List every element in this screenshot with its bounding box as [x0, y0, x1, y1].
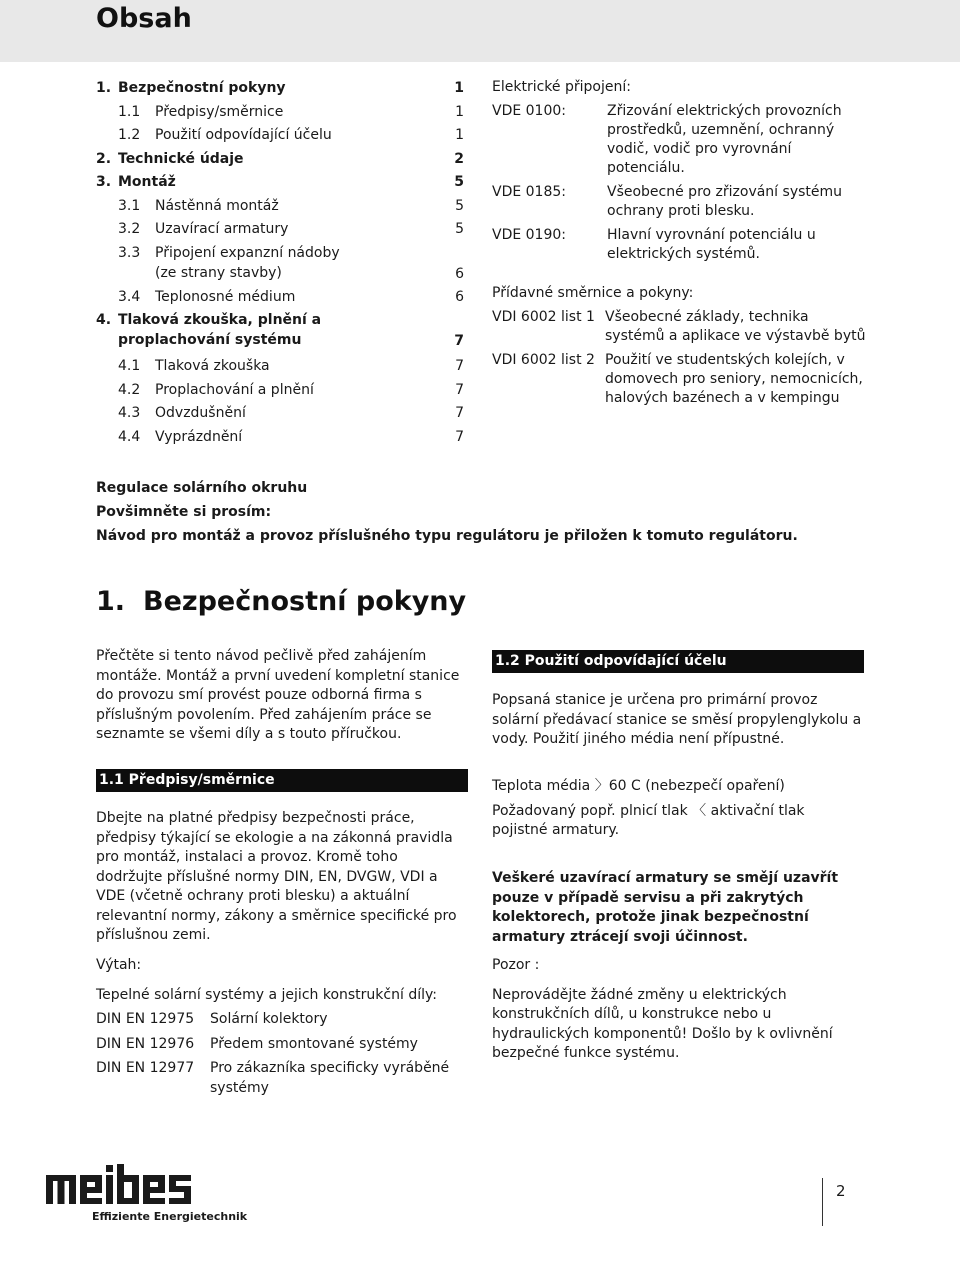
caution-heading: Pozor : — [492, 957, 540, 973]
toc-page-number: 7 — [455, 358, 464, 374]
standard-description: Předem smontované systémy — [210, 1035, 418, 1052]
toc-label: Odvzdušnění — [155, 405, 246, 421]
temperature-line: Teplota média 〉60 C (nebezpečí opaření) — [492, 778, 785, 794]
toc-page-number: 7 — [455, 381, 464, 398]
toc-label: Uzavírací armatury — [155, 221, 289, 237]
section-1-2-text: Popsaná stanice je určena pro primární provoz solární předávací stanice se směsí propylenglykolu a vody. Použití jiného média není přípustné. — [492, 692, 862, 747]
toc-number: 2. — [96, 150, 112, 167]
electrical-value: Hlavní vyrovnání potenciálu u elektrických systémů. — [607, 227, 816, 262]
toc-page-number: 6 — [455, 288, 464, 305]
electrical-key: VDE 0185: — [492, 184, 566, 200]
standard-row — [96, 1035, 468, 1055]
toc-number: 3.3 — [118, 244, 141, 261]
toc-number: 4.2 — [118, 381, 141, 398]
toc-page-number: 7 — [454, 333, 464, 349]
additional-item — [492, 351, 872, 408]
electrical-item — [492, 183, 872, 221]
toc-label: Připojení expanzní nádoby (ze strany stavby) — [155, 244, 340, 281]
toc-label: Teplonosné médium — [155, 288, 296, 305]
regulation-note — [96, 476, 798, 548]
toc-number: 1.1 — [118, 103, 141, 120]
electrical-item — [492, 102, 872, 178]
electrical-heading: Elektrické připojení: — [492, 79, 631, 95]
regulation-text: Návod pro montáž a provoz příslušného typu regulátoru je přiložen k tomuto regulátoru. — [96, 528, 798, 544]
toc-number: 3.2 — [118, 221, 141, 237]
toc-page-number: 7 — [455, 405, 464, 421]
toc-label: Proplachování a plnění — [155, 381, 314, 398]
toc-number: 4.1 — [118, 358, 141, 374]
toc-entry — [96, 356, 464, 380]
additional-heading: Přídavné směrnice a pokyny: — [492, 285, 694, 301]
regulation-title: Regulace solárního okruhu — [96, 480, 308, 496]
toc-page-number: 7 — [455, 428, 464, 445]
electrical-key: VDE 0190: — [492, 227, 566, 243]
toc-number: 3.1 — [118, 197, 141, 214]
pressure-line: Požadovaný popř. plnicí tlak 〈 aktivační tlak pojistné armatury. — [492, 802, 805, 838]
toc-page-number: 2 — [454, 150, 464, 167]
meibes-wordmark-icon — [46, 1164, 191, 1204]
toc-page-number: 1 — [455, 127, 464, 143]
toc-entry — [96, 125, 464, 149]
toc-number: 1.2 — [118, 127, 141, 143]
toc-number: 1. — [96, 80, 112, 96]
toc-label: Tlaková zkouška, plnění a proplachování systému — [118, 312, 322, 348]
toc-label: Použití odpovídající účelu — [155, 127, 332, 143]
electrical-item — [492, 226, 872, 264]
toc-entry — [96, 102, 464, 126]
standard-code: DIN EN 12975 — [96, 1011, 195, 1027]
toc-label: Nástěnná montáž — [155, 197, 279, 214]
intro-paragraph: Přečtěte si tento návod pečlivě před zahájením montáže. Montáž a první uvedení kompletní stanice do provozu smí provést pouze odborná firma s příslušným povolením. Před zahájením práce se seznamte se všemi díly a s touto příručkou. — [96, 648, 460, 742]
page-title: Obsah — [96, 3, 192, 34]
toc-entry — [96, 149, 464, 173]
standard-row — [96, 1010, 468, 1030]
additional-item — [492, 308, 872, 346]
toc-label: Vyprázdnění — [155, 428, 243, 445]
standard-description: Solární kolektory — [210, 1011, 328, 1027]
footer-divider — [822, 1178, 823, 1226]
additional-value: Všeobecné základy, technika systémů a aplikace ve výstavbě bytů — [605, 309, 866, 344]
toc-entry — [96, 78, 464, 102]
additional-key: VDI 6002 list 2 — [492, 352, 595, 368]
toc-entry — [96, 380, 464, 404]
temperature-note — [492, 777, 864, 841]
toc-entry — [96, 172, 464, 196]
toc-number: 4.4 — [118, 428, 141, 445]
caution-block — [492, 956, 864, 1064]
electrical-value: Zřizování elektrických provozních prostředků, uzemnění, ochranný vodič, vodič pro vyrovnání potenciálu. — [607, 103, 842, 176]
electrical-key: VDE 0100: — [492, 103, 566, 119]
standard-row — [96, 1059, 468, 1098]
toc-page-number: 5 — [455, 221, 464, 237]
toc-page-number: 1 — [455, 103, 464, 120]
extract-intro: Tepelné solární systémy a jejich konstrukční díly: — [96, 986, 437, 1003]
electrical-value: Všeobecné pro zřizování systému ochrany proti blesku. — [607, 184, 843, 219]
toc-page-number: 5 — [455, 197, 464, 214]
regulation-notice: Povšimněte si prosím: — [96, 504, 272, 520]
toc-number: 4.3 — [118, 405, 141, 421]
toc-entry — [96, 196, 464, 220]
section-heading — [96, 584, 466, 620]
toc-number: 3. — [96, 174, 112, 190]
toc-entry — [96, 427, 464, 451]
brand-tagline: Effiziente Energietechnik — [92, 1210, 248, 1223]
toc-page-number: 5 — [454, 174, 464, 190]
caution-text: Neprovádějte žádné změny u elektrických konstrukčních dílů, u konstrukce nebo u hydraulických komponentů! Došlo by k ovlivnění bezpečné funkce systému. — [492, 986, 833, 1061]
toc-label: Předpisy/směrnice — [155, 103, 284, 120]
meibes-logo — [46, 1162, 248, 1230]
table-of-contents — [96, 78, 464, 450]
toc-number: 4. — [96, 312, 112, 328]
toc-entry — [96, 403, 464, 427]
additional-key: VDI 6002 list 1 — [492, 309, 595, 325]
toc-number: 3.4 — [118, 288, 141, 305]
toc-entry — [96, 219, 464, 243]
section-number: 1. — [96, 586, 126, 617]
toc-entry — [96, 287, 464, 311]
section-title: Bezpečnostní pokyny — [143, 586, 467, 617]
standard-description: Pro zákazníka specificky vyráběné systémy — [210, 1060, 450, 1096]
toc-label: Bezpečnostní pokyny — [118, 80, 286, 96]
extract-block — [96, 956, 468, 1098]
section-bar-1-1: 1.1 Předpisy/směrnice — [96, 769, 468, 792]
standard-code: DIN EN 12976 — [96, 1035, 195, 1052]
warning-text: Veškeré uzavírací armatury se smějí uzavřít pouze v případě servisu a při zakrytých kolektorech, protože jinak bezpečnostní armatury ztrácejí svoji účinnost. — [492, 870, 839, 945]
electrical-connection-block — [492, 78, 872, 408]
toc-label: Tlaková zkouška — [155, 358, 270, 374]
section-1-1-text: Dbejte na platné předpisy bezpečnosti práce, předpisy týkající se ekologie a na zákonná pravidla pro montáž, instalaci a provoz. Kromě toho dodržujte příslušné normy DIN, EN, DVGW, VDI a VDE (včetně ochrany proti blesku) a aktuální relevantní normy, zákony a směrnice specifické pro příslušnou zemi. — [96, 810, 457, 943]
standard-code: DIN EN 12977 — [96, 1060, 195, 1076]
extract-heading: Výtah: — [96, 957, 142, 973]
toc-label: Technické údaje — [118, 150, 244, 167]
page-number: 2 — [836, 1182, 846, 1200]
toc-entry — [96, 243, 464, 287]
toc-page-number: 6 — [455, 265, 464, 282]
toc-entry — [96, 310, 464, 356]
toc-page-number: 1 — [454, 80, 464, 96]
section-bar-1-2: 1.2 Použití odpovídající účelu — [492, 650, 864, 673]
toc-label: Montáž — [118, 174, 176, 190]
additional-value: Použití ve studentských kolejích, v domovech pro seniory, nemocnicích, halových bazénech a v kempingu — [605, 352, 863, 406]
